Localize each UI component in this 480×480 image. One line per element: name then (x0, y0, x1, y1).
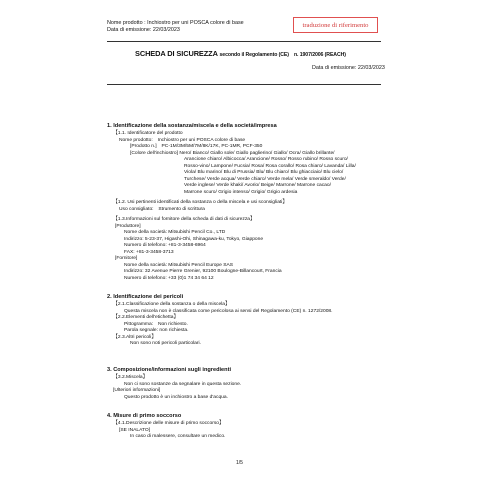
page-number: 1/5 (236, 460, 243, 466)
section-line: Indirizzo: 32 Avenue Pierre Grenier, 92100 Boulogne-Billancourt, Francia (124, 269, 282, 274)
section-line: 【1.1. Identificatore del prodotto (113, 131, 183, 136)
section-heading: 2. Identificazione dei pericoli (107, 294, 184, 300)
section-line: [SE INALATO] (119, 427, 151, 433)
title-issue-date: Data di emissione: 22/03/2023 (312, 65, 385, 71)
section-line: In caso di malessere, consultare un medico. (130, 434, 226, 439)
section-line: Nome prodotto: Inchiostro per uni POSCA colore di base (119, 137, 246, 143)
section-line: [Fornitore] (115, 256, 138, 261)
section-line: 【2.1.Classificazione della sostanza o della miscela】 (113, 302, 230, 307)
reference-translation-stamp: traduzione di riferimento (293, 17, 378, 33)
section-line: Verde inglese/ Verde khaki/ Avorio/ Beige/ Marrone/ Marrone cacao/ (184, 183, 331, 188)
section-line: Indirizzo: 5-23-37, Higashi-Ohi, Shinagawa-ku, Tokyo, Giappone (124, 236, 264, 242)
section-heading: 4. Misure di primo soccorso (107, 413, 182, 419)
document-title (135, 49, 346, 58)
section-line: Non ci sono sostanze da segnalare in questa sezione. (124, 381, 242, 387)
section-heading: 3. Composizione/informazioni sugli ingredienti (107, 367, 232, 373)
section-line: [Produttore] (115, 223, 141, 229)
section-line: Pittogramma: Non richiesto. (124, 321, 188, 327)
section-line: Turchese/ Verde acqua/ Verde chiaro/ Verde mela/ Verde smeraldo/ Verde/ (184, 176, 346, 182)
section-line: Numero di telefono: +81-3-3458-6964 (124, 243, 206, 248)
section-line: [Colore dell'inchiostro] Nero/ Bianco/ Giallo sole/ Giallo paglierino/ Giallo/ Ocra/ Giallo brillante/ (130, 150, 335, 156)
section-line: Viola/ Blu marino/ Blu di Prussia/ Blu/ Blu chiaro/ Blu ghiacciaio/ Blu cielo/ (184, 170, 344, 175)
section-line: Numero di telefono: +33 (0)1 74 34 64 12 (124, 275, 214, 281)
section-line: Nome della società: Mitsubishi Pencil Co., LTD (124, 230, 226, 235)
header-product-name: Nome prodotto : Inchiostro per uni POSCA colore di base (107, 20, 244, 26)
section-line: 【2.3.Altri pericoli】 (113, 334, 157, 340)
section-heading: 1. Identificazione della sostanza/miscela e della società/impresa (107, 123, 277, 129)
section-line: 【4.1.Descrizione delle misure di primo soccorso】 (113, 421, 224, 426)
document-title-regulation: secondo il Regolamento (CE) n. 1907/2006 (REACH) (219, 52, 346, 58)
section-line: FAX: +81-3-3458-3713 (124, 249, 174, 255)
section-line: 【3.2.Miscela】 (113, 375, 148, 380)
title-divider (107, 84, 381, 85)
section-line: Questa miscela non è classificata come pericolosa ai sensi del Regolamento (CE) n. 1272/2008. (124, 308, 333, 314)
header-divider (107, 41, 381, 42)
document-title-main: SCHEDA DI SICUREZZA (135, 49, 218, 58)
section-line: Parola segnale: non richiesta. (124, 328, 189, 333)
section-line: 【2.2.Elementi dell'etichetta】 (113, 315, 179, 320)
section-line: 【1.2. Usi pertinenti identificati della sostanza o della miscela e usi sconsigliati】 (113, 200, 288, 205)
section-line: [Ulteriori informazioni] (113, 388, 161, 393)
section-line: Rosso-vino/ Lampone/ Fucsia/ Rosa/ Rosa corallo/ Rosa chiaro/ Lavanda/ Lilla/ (184, 163, 356, 169)
section-line: Questo prodotto è un inchiostro a base d'acqua. (124, 394, 228, 400)
section-line: [Prodotto n.] PC-1M/3M/5M/7M/8K/17K, PC-1MR, PCF-350 (130, 144, 263, 149)
section-line: Non sono noti pericoli particolari. (130, 341, 201, 346)
header-issue-date: Data di emissione: 22/03/2023 (107, 27, 180, 33)
section-line: Marrone scuro/ Grigio intenso/ Grigio/ Grigio ardesia (184, 189, 298, 195)
section-line: Arancione chiaro/ Albicocca/ Arancione/ Rosso/ Rosso rubino/ Rosso scuro/ (184, 157, 348, 162)
section-line: Nome della società: Mitsubishi Pencil Europe SAS (124, 262, 234, 268)
section-line: Uso consigliato: Strumento di scrittura (119, 206, 205, 212)
section-line: 【1.3.Informazioni sul fornitore della scheda di dati di sicurezza】 (113, 217, 255, 222)
